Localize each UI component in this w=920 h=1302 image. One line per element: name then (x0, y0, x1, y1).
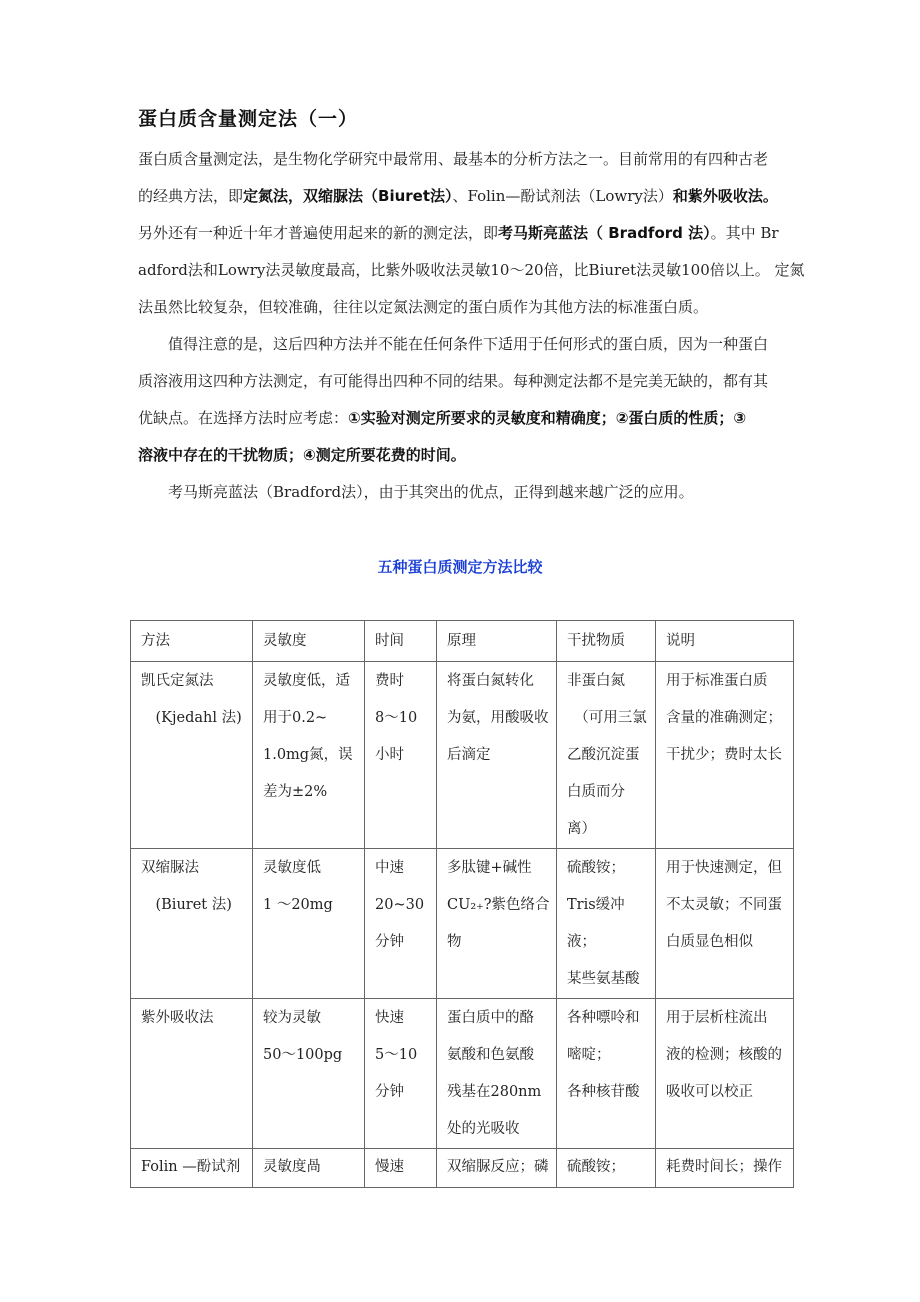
cell-line: 白质显色相似 (666, 934, 753, 950)
bold-text: ①实验对测定所要求的灵敏度和精确度；②蛋白质的性质；③ (348, 409, 747, 427)
cell-line: 灵敏度低 (263, 860, 321, 876)
cell-line: 中速 (375, 860, 404, 876)
bold-text: 和紫外吸收法。 (672, 187, 778, 205)
text: 另外还有一种近十年才普遍使用起来的新的测定法，即 (138, 224, 499, 242)
table-cell (557, 849, 656, 999)
cell-line: 5～10 (375, 1047, 418, 1063)
cell-line: 多肽键+碱性 (447, 860, 532, 876)
text: 蛋白质含量测定法，是生物化学研究中最常用、最基本的分析方法之一。目前常用的有四种古老 (138, 150, 769, 168)
paragraph-line (138, 444, 798, 466)
cell-line: 液的检测；核酸的 (666, 1047, 782, 1063)
cell-line: 某些氨基酸 (567, 971, 640, 987)
cell-line: 用于0.2~ (263, 710, 328, 726)
table-header-row (131, 621, 794, 662)
cell-line: 硫酸铵； (567, 1159, 625, 1175)
comparison-table (130, 620, 794, 1188)
cell-line: 嘧啶； (567, 1047, 611, 1063)
cell-line: 蛋白质中的酪 (447, 1010, 534, 1026)
text: 质溶液用这四种方法测定，有可能得出四种不同的结果。每种测定法都不是完美无缺的，都有其 (138, 372, 769, 390)
text: 、Folin—酚试剂法（Lowry法） (452, 187, 673, 205)
text: 值得注意的是，这后四种方法并不能在任何条件下适用于任何形式的蛋白质，因为一种蛋白 (138, 335, 769, 353)
cell-line: 差为±2% (263, 784, 328, 800)
table-cell (656, 662, 794, 849)
cell-line: 硫酸铵； (567, 860, 625, 876)
table-cell (557, 999, 656, 1149)
cell-line: 小时 (375, 747, 404, 763)
cell-line: 双缩脲反应；磷 (447, 1159, 549, 1175)
cell-line: (Biuret 法) (141, 897, 232, 913)
cell-line: 紫外吸收法 (141, 1010, 214, 1026)
column-header: 说明 (656, 621, 794, 662)
table-cell (365, 1149, 437, 1188)
cell-line: 20~30 (375, 897, 425, 913)
cell-line: 乙酸沉淀蛋 (567, 747, 640, 763)
cell-line: 为氨，用酸吸收 (447, 710, 549, 726)
cell-line: 处的光吸收 (447, 1121, 520, 1137)
cell-line: 液； (567, 934, 596, 950)
cell-line: CU₂₊?紫色络合 (447, 897, 550, 913)
table-cell (557, 1149, 656, 1188)
cell-line: 快速 (375, 1010, 404, 1026)
paragraph-line (138, 481, 798, 503)
table-cell (656, 849, 794, 999)
table-cell (131, 662, 253, 849)
table-cell (253, 1149, 365, 1188)
cell-line: 各种嘌呤和 (567, 1010, 640, 1026)
table-cell (437, 999, 557, 1149)
cell-line: 耗费时间长；操作 (666, 1159, 782, 1175)
cell-line: 物 (447, 934, 462, 950)
bold-text: 溶液中存在的干扰物质；④测定所要花费的时间。 (138, 446, 466, 464)
cell-line: 吸收可以校正 (666, 1084, 753, 1100)
paragraph-line (138, 222, 798, 244)
cell-line: 50～100pg (263, 1047, 343, 1063)
table-cell (131, 849, 253, 999)
cell-line: 用于标准蛋白质 (666, 673, 768, 689)
text: adford法和Lowry法灵敏度最高，比紫外吸收法灵敏10～20倍，比Biuret法灵敏100倍以上。 定氮 (138, 261, 805, 279)
cell-line: 离） (567, 821, 596, 837)
table-cell (253, 849, 365, 999)
column-header: 灵敏度 (253, 621, 365, 662)
cell-line: 残基在280nm (447, 1084, 542, 1100)
column-header: 干扰物质 (557, 621, 656, 662)
text: 。其中 Br (710, 224, 779, 242)
cell-line: 1 ～20mg (263, 897, 333, 913)
cell-line: 1.0mg氮，误 (263, 747, 353, 763)
table-row (131, 1149, 794, 1188)
cell-line: 慢速 (375, 1159, 404, 1175)
cell-line: 干扰少；费时太长 (666, 747, 782, 763)
table-cell (253, 999, 365, 1149)
column-header: 原理 (437, 621, 557, 662)
cell-line: 各种核苷酸 (567, 1084, 640, 1100)
cell-line: Tris缓冲 (567, 897, 625, 913)
cell-line: 将蛋白氮转化 (447, 673, 534, 689)
text: 的经典方法，即 (138, 187, 244, 205)
paragraph-line (138, 185, 798, 207)
cell-line: 氨酸和色氨酸 (447, 1047, 534, 1063)
column-header: 时间 (365, 621, 437, 662)
cell-line: 含量的准确测定； (666, 710, 782, 726)
table-row (131, 849, 794, 999)
text: 法虽然比较复杂，但较准确，往往以定氮法测定的蛋白质作为其他方法的标准蛋白质。 (138, 298, 709, 316)
table-cell (656, 999, 794, 1149)
table-cell (437, 1149, 557, 1188)
paragraph-line (138, 296, 798, 318)
page-title: 蛋白质含量测定法（一） (138, 108, 359, 130)
paragraph-line (138, 333, 798, 355)
cell-line: (Kjedahl 法) (141, 710, 242, 726)
cell-line: 灵敏度咼 (263, 1159, 321, 1175)
paragraph-line (138, 259, 805, 281)
table-caption: 五种蛋白质测定方法比较 (377, 558, 543, 576)
cell-line: 灵敏度低，适 (263, 673, 350, 689)
cell-line: 凯氏定氮法 (141, 673, 214, 689)
bold-text: 定氮法，双缩脲法（Biuret法） (243, 187, 453, 205)
cell-line: 白质而分 (567, 784, 625, 800)
column-header: 方法 (131, 621, 253, 662)
cell-line: 较为灵敏 (263, 1010, 321, 1026)
table-cell (437, 849, 557, 999)
bold-text: 考马斯亮蓝法（ Bradford 法） (498, 224, 711, 242)
table-cell (437, 662, 557, 849)
table-cell (365, 662, 437, 849)
cell-line: 非蛋白氮 (567, 673, 625, 689)
cell-line: 分钟 (375, 934, 404, 950)
cell-line: Folin —酚试剂 (141, 1159, 241, 1175)
table-row (131, 662, 794, 849)
text: 考马斯亮蓝法（Bradford法），由于其突出的优点，正得到越来越广泛的应用。 (138, 483, 694, 501)
cell-line: 用于快速测定，但 (666, 860, 782, 876)
cell-line: 分钟 (375, 1084, 404, 1100)
table-cell (557, 662, 656, 849)
cell-line: 8～10 (375, 710, 418, 726)
table-cell (656, 1149, 794, 1188)
cell-line: 双缩脲法 (141, 860, 199, 876)
cell-line: 费时 (375, 673, 404, 689)
cell-line: （可用三氯 (567, 710, 647, 726)
cell-line: 用于层析柱流出 (666, 1010, 768, 1026)
table-cell (253, 662, 365, 849)
table-cell (365, 849, 437, 999)
table-cell (131, 1149, 253, 1188)
table-cell (365, 999, 437, 1149)
paragraph-line (138, 148, 798, 170)
table-row (131, 999, 794, 1149)
paragraph-line (138, 370, 798, 392)
text: 优缺点。在选择方法时应考虑： (138, 409, 349, 427)
paragraph-line (138, 407, 798, 429)
table-cell (131, 999, 253, 1149)
cell-line: 后滴定 (447, 747, 491, 763)
cell-line: 不太灵敏；不同蛋 (666, 897, 782, 913)
